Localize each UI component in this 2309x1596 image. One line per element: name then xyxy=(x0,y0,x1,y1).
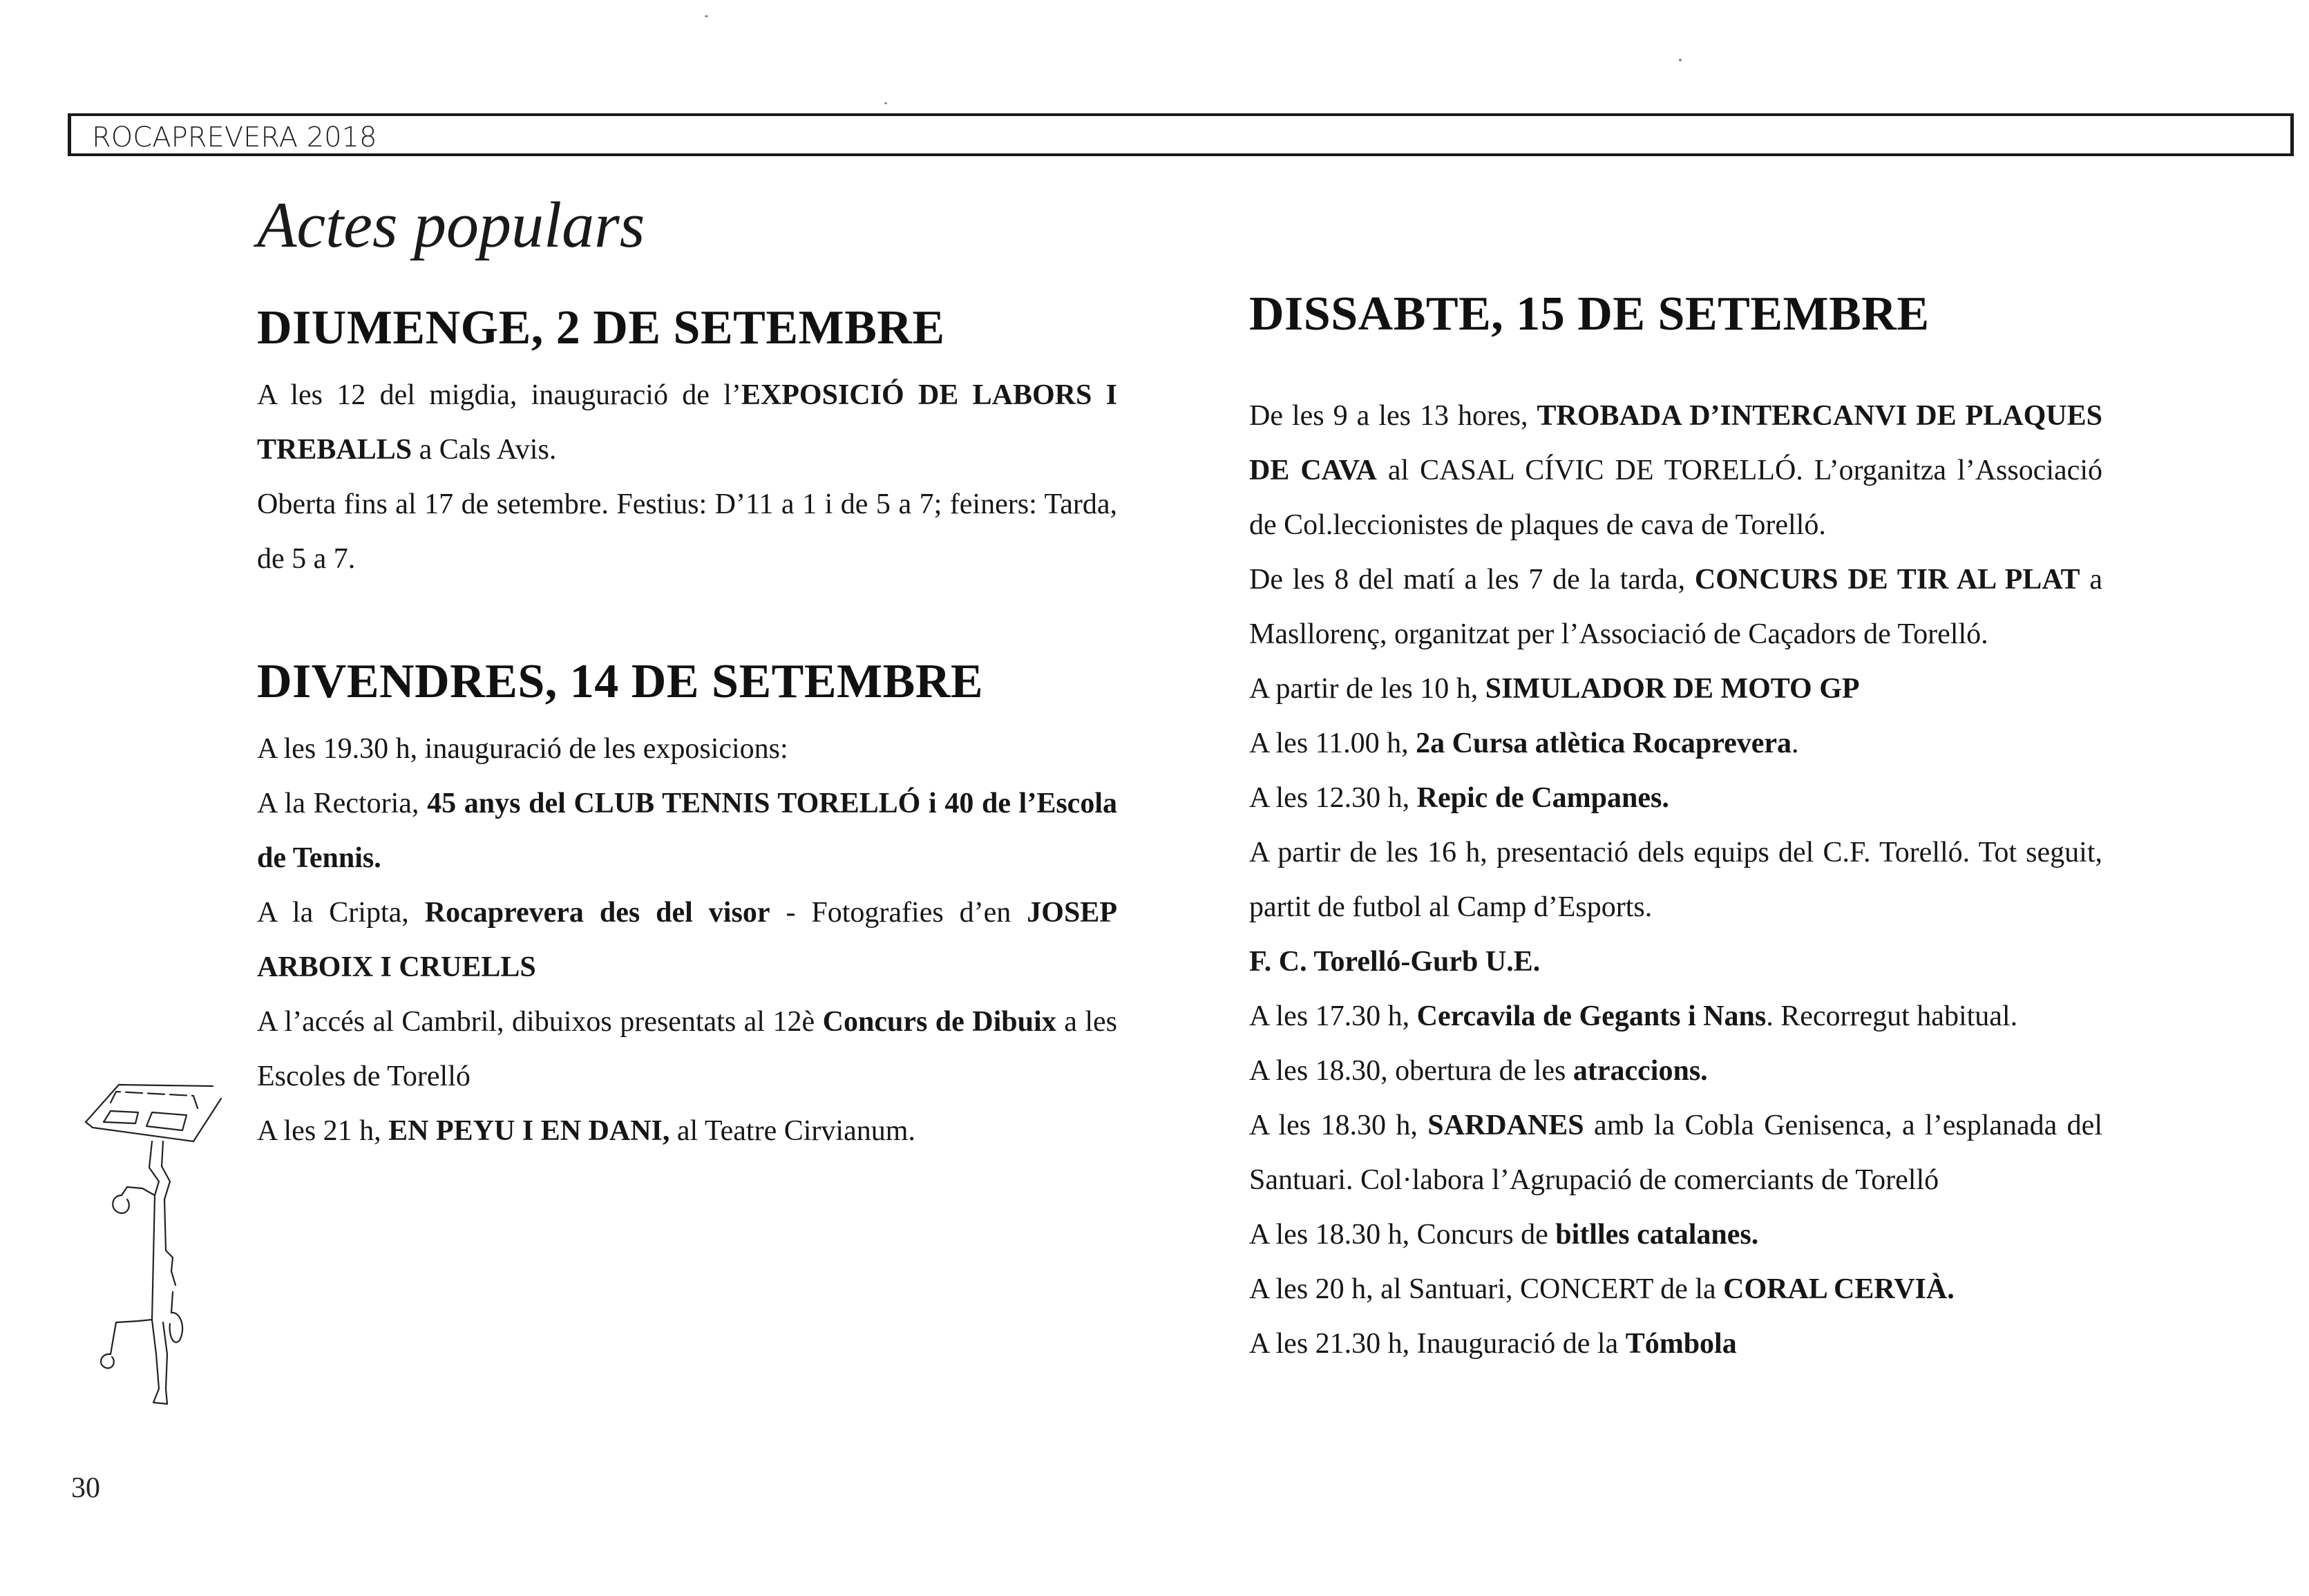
event-paragraph xyxy=(257,477,1117,587)
event-paragraph xyxy=(257,995,1117,1104)
emphasized-text: Concurs de Dibuix xyxy=(822,1006,1056,1038)
emphasized-text: Cercavila de Gegants i Nans xyxy=(1416,1000,1767,1032)
text-run: al CASAL CÍVIC DE TORELLÓ. L’organitza l’Associació de Col.leccionistes de plaques de cava de Torelló. xyxy=(1249,455,2102,541)
page-number: 30 xyxy=(71,1472,100,1504)
text-run: A les 12 del migdia, inauguració de l’ xyxy=(257,379,741,411)
lectern-drawing-icon xyxy=(55,1064,235,1423)
text-run: A la Cripta, xyxy=(257,897,425,929)
event-paragraph xyxy=(1249,1262,2102,1317)
event-paragraph xyxy=(1249,662,2102,716)
emphasized-text: 45 anys del CLUB TENNIS TORELLÓ i 40 de l’Escola de Tennis. xyxy=(257,788,1117,874)
day-heading-sunday: DIUMENGE, 2 DE SETEMBRE xyxy=(257,301,945,354)
text-run: - Fotografies d’en xyxy=(770,897,1027,929)
emphasized-text: 2a Cursa atlètica Rocaprevera xyxy=(1416,728,1792,759)
day-heading-saturday: DISSABTE, 15 DE SETEMBRE xyxy=(1249,287,1930,341)
event-paragraph xyxy=(1249,1044,2102,1099)
text-run: A les 11.00 h, xyxy=(1249,728,1416,759)
text-run: A les 12.30 h, xyxy=(1249,782,1417,814)
event-paragraph xyxy=(1249,826,2102,935)
event-paragraph xyxy=(257,722,1117,777)
text-run: . xyxy=(1792,728,1799,759)
emphasized-text: CORAL CERVIÀ. xyxy=(1723,1273,1955,1305)
event-paragraph xyxy=(257,777,1117,886)
text-run: a Masllorenç, organitzat per l’Associació de Caçadors de Torelló. xyxy=(1249,564,2102,650)
day-heading-friday: DIVENDRES, 14 DE SETEMBRE xyxy=(257,655,984,708)
emphasized-text: Repic de Campanes. xyxy=(1416,782,1669,814)
text-run: A les 18.30 h, xyxy=(1249,1110,1428,1141)
emphasized-text: Tómbola xyxy=(1625,1328,1737,1360)
event-paragraph xyxy=(1249,989,2102,1044)
emphasized-text: Rocaprevera des del visor xyxy=(424,897,770,929)
text-run: . Recorregut habitual. xyxy=(1766,1000,2018,1032)
event-paragraph xyxy=(257,886,1117,995)
event-paragraph xyxy=(1249,553,2102,662)
text-run: al Teatre Cirvianum. xyxy=(669,1115,915,1147)
emphasized-text: SARDANES xyxy=(1427,1110,1584,1141)
text-run: A les 21.30 h, Inauguració de la xyxy=(1249,1328,1626,1360)
event-paragraph xyxy=(1249,1208,2102,1262)
emphasized-text: F. C. Torelló-Gurb U.E. xyxy=(1249,946,1541,978)
event-paragraph xyxy=(1249,389,2102,553)
text-run: amb la Cobla Genisenca, a l’esplanada del Santuari. Col·labora l’Agrupació de comerciants de Torelló xyxy=(1249,1110,2102,1196)
scan-speck xyxy=(1679,59,1682,61)
emphasized-text: EN PEYU I EN DANI, xyxy=(388,1115,670,1147)
event-paragraph xyxy=(257,368,1117,477)
emphasized-text: bitlles catalanes. xyxy=(1555,1219,1759,1251)
text-run: A partir de les 10 h, xyxy=(1249,673,1485,705)
emphasized-text: JOSEP ARBOIX I CRUELLS xyxy=(257,897,1117,983)
text-run: a les Escoles de Torelló xyxy=(257,1006,1118,1092)
event-paragraph xyxy=(1249,716,2102,771)
text-run: A les 19.30 h, inauguració de les exposicions: xyxy=(257,733,788,765)
text-run: De les 8 del matí a les 7 de la tarda, xyxy=(1249,564,1695,596)
emphasized-text: EXPOSICIÓ DE LABORS I TREBALLS xyxy=(257,379,1117,466)
page-title: Actes populars xyxy=(257,189,645,261)
right-column xyxy=(1249,280,2102,1371)
text-run: De les 9 a les 13 hores, xyxy=(1249,400,1537,432)
event-paragraph xyxy=(1249,935,2102,989)
text-run: A partir de les 16 h, presentació dels equips del C.F. Torelló. Tot seguit, partit de futbol al Camp d’Esports. xyxy=(1249,837,2102,923)
scan-speck xyxy=(884,102,887,104)
text-run: A les 18.30 h, Concurs de xyxy=(1249,1219,1556,1251)
text-run: A les 18.30, obertura de les xyxy=(1249,1055,1573,1087)
scan-speck xyxy=(705,15,708,17)
event-paragraph xyxy=(1249,1317,2102,1371)
text-run: A les 17.30 h, xyxy=(1249,1000,1417,1032)
text-run: A les 21 h, xyxy=(257,1115,389,1147)
event-paragraph xyxy=(1249,1099,2102,1208)
event-paragraph xyxy=(257,1104,1117,1159)
text-run: A les 20 h, al Santuari, CONCERT de la xyxy=(1249,1273,1724,1305)
emphasized-text: CONCURS DE TIR AL PLAT xyxy=(1694,564,2080,596)
running-header xyxy=(68,113,2294,156)
emphasized-text: SIMULADOR DE MOTO GP xyxy=(1485,673,1860,705)
emphasized-text: atraccions. xyxy=(1572,1055,1708,1087)
text-run: Oberta fins al 17 de setembre. Festius: D’11 a 1 i de 5 a 7; feiners: Tarda, de 5 a 7. xyxy=(257,488,1117,575)
text-run: a Cals Avis. xyxy=(412,434,557,466)
left-column xyxy=(257,294,1117,1159)
header-title: ROCAPREVERA 2018 xyxy=(92,122,377,153)
text-run: A la Rectoria, xyxy=(257,788,428,819)
text-run: A l’accés al Cambril, dibuixos presentats al 12è xyxy=(257,1006,823,1038)
event-paragraph xyxy=(1249,771,2102,826)
emphasized-text: TROBADA D’INTERCANVI DE PLAQUES DE CAVA xyxy=(1249,400,2102,486)
